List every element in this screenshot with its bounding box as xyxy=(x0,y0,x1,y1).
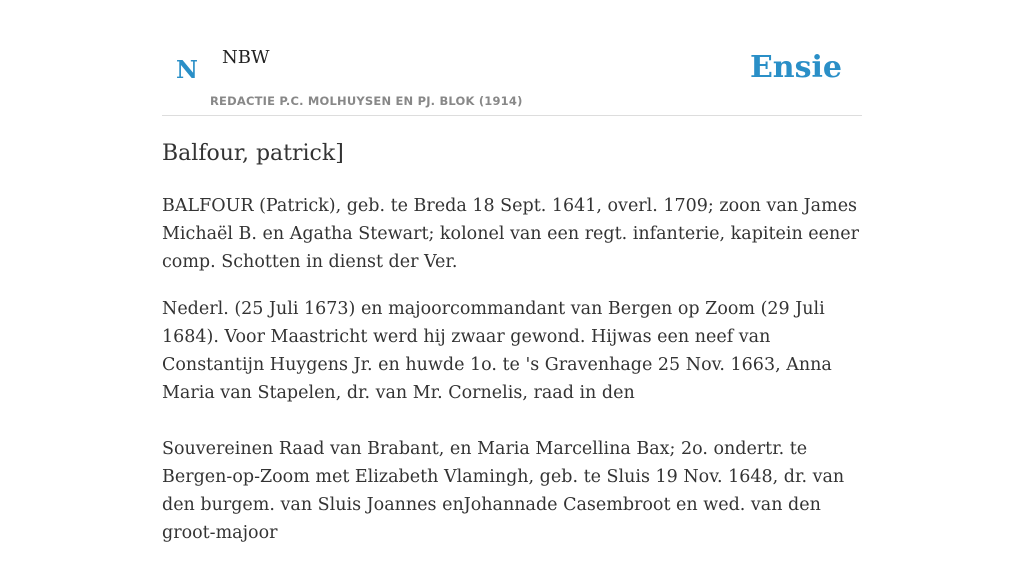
paragraph: BALFOUR (Patrick), geb. te Breda 18 Sept. 1641, overl. 1709; zoon van James Michaël B. en Agatha Stewart; kolonel van een regt. infanterie, kapitein eener comp. Schotten in dienst der Ver. xyxy=(162,196,860,272)
brand-logo[interactable]: Ensie xyxy=(749,50,842,85)
paragraph: Souvereinen Raad van Brabant, en Maria Marcellina Bax; 2o. ondertr. te Bergen-op-Zoom met Elizabeth Vlamingh, geb. te Sluis 19 Nov. 1648, dr. van den burgem. van Sluis Joannes enJohannade Casembroot en wed. van den groot-majoor xyxy=(162,439,845,543)
paragraph: Nederl. (25 Juli 1673) en majoorcommandant van Bergen op Zoom (29 Juli 1684). Voor Maastricht werd hij zwaar gewond. Hijwas een neef van Constantijn Huygens Jr. en huwde 1o. te 's Gravenhage 25 Nov. 1663, Anna Maria van Stapelen, dr. van Mr. Cornelis, raad in den xyxy=(162,299,832,403)
source-logo-icon[interactable]: N xyxy=(176,55,198,84)
source-title[interactable]: NBW xyxy=(222,47,270,68)
entry-title: Balfour, patrick] xyxy=(162,141,344,166)
entry-body xyxy=(162,192,862,566)
page xyxy=(162,0,862,543)
source-subtitle: REDACTIE P.C. MOLHUYSEN EN PJ. BLOK (1914) xyxy=(210,94,523,108)
header xyxy=(162,0,862,116)
